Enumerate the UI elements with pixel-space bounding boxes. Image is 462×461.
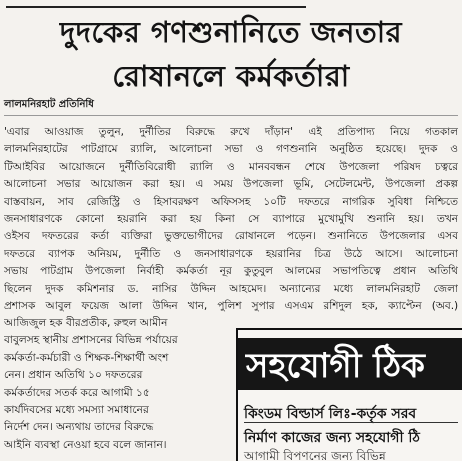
body-line: আইনি ব্যবস্থা নেওয়া হবে বলে জানান। — [4, 438, 167, 451]
body-line: কর্মকর্তা-কর্মচারী ও শিক্ষক-শিক্ষার্থী অংশ — [4, 351, 169, 364]
ad-banner — [238, 338, 462, 390]
body-line: আলোচনা সভার আয়োজন করা হয়। এ সময় উপজেলা ভূমি, সেটেলমেন্ট, উপজেলা প্রকল্প — [4, 178, 458, 191]
body-line: নেন। প্রধান অতিথি ১০ দফতরের — [4, 369, 143, 382]
body-line: সভায় পাটগ্রাম উপজেলা নির্বাহী কর্মকর্তা নূর কুতুবুল আলমের সভাপতিত্বে প্রধান অতিথি — [4, 265, 458, 278]
body-line: টিআইবির আয়োজনে দুর্নীতিবিরোধী র‍্যালি ও মানববন্ধন শেষে উপজেলা পরিষদ চত্বরে — [4, 160, 458, 173]
body-line: লালমনিরহাটের পাটগ্রামে র‍্যালি, আলোচনা সভা ও গণশুনানি অনুষ্ঠিত হয়েছে। দুদক ও — [4, 143, 458, 156]
top-rule — [6, 6, 306, 8]
body-line: ছিলেন দুদক কমিশনার ড. নাসির উদ্দিন আহমেদ। অন্যান্যের মধ্যে লালমনিরহাট জেলা — [4, 282, 458, 295]
body-line: দফতরে ব্যাপক অনিয়ম, দুর্নীতি ও জনসাধারণকে হয়রানির চিত্র উঠে আসে। আলোচনা — [4, 247, 458, 260]
ad-banner-title: সহযোগী ঠিক — [246, 346, 425, 386]
body-line: নির্দেশ দেন। অন্যথায় তাদের বিরুদ্ধে — [4, 421, 154, 434]
body-line: আজিজুল হক বীরপ্রতীক, রুহুল আমীন — [4, 317, 168, 329]
body-line: ওইসব দফতরের কর্তা ব্যক্তিরা ভুক্তভোগীদের রোষানলে পড়েন। শুনানিতে উপজেলার এসব — [4, 230, 458, 243]
body-line: প্রশাসক আবুল ফয়েজ আলা উদ্দিন খান, পুলিশ সুপার এসএম রশিদুল হক, ক্যাপ্টেন (অব.) — [4, 300, 458, 313]
body-line: জনসাধারণকে কোনো হয়রানি করা হয় কিনা সে ব্যাপারে মুখোমুখি শুনানি হয়। তখন — [4, 213, 458, 226]
ad-divider — [244, 422, 458, 423]
advertisement[interactable] — [236, 328, 462, 461]
body-line: বাস্তবায়ন, সাব রেজিস্ট্রি ও হিসাবরক্ষণ অফিসসহ ১০টি দফতরে নাগরিক সুবিধা নিশ্চিতে — [4, 195, 458, 208]
body-line: বাবুলসহ স্থানীয় প্রশাসনের বিভিন্ন পর্যায়ের — [4, 334, 178, 347]
ad-description-line: নির্মাণ কাজের জন্য সহযোগী ঠি — [244, 430, 420, 446]
body-line: কর্মকর্তাদের সতর্ক করে আগামী ১৫ — [4, 386, 150, 399]
body-line: কার্যদিবসের মধ্যে সমস্যা সমাধানের — [4, 404, 149, 417]
headline-line-2: রোষানলে কর্মকর্তারা — [112, 59, 350, 93]
article-body — [4, 124, 458, 315]
ad-footer-line: আগামী বিপণনের জন্য বিভিন্ন — [244, 449, 386, 461]
byline: লালমনিরহাট প্রতিনিধি — [4, 99, 94, 110]
ad-company-line: কিংডম বিল্ডার্স লিঃ-কর্তৃক সরব — [244, 406, 417, 422]
headline-line-1: দুদকের গণশুনানিতে জনতার — [59, 15, 403, 49]
body-line: 'এবার আওয়াজ তুলুন, দুর্নীতির বিরুদ্ধে রুখে দাঁড়ান' এই প্রতিপাদ্য নিয়ে গতকাল — [4, 126, 458, 138]
byline-divider — [4, 115, 458, 116]
article-body-continued — [4, 315, 232, 454]
